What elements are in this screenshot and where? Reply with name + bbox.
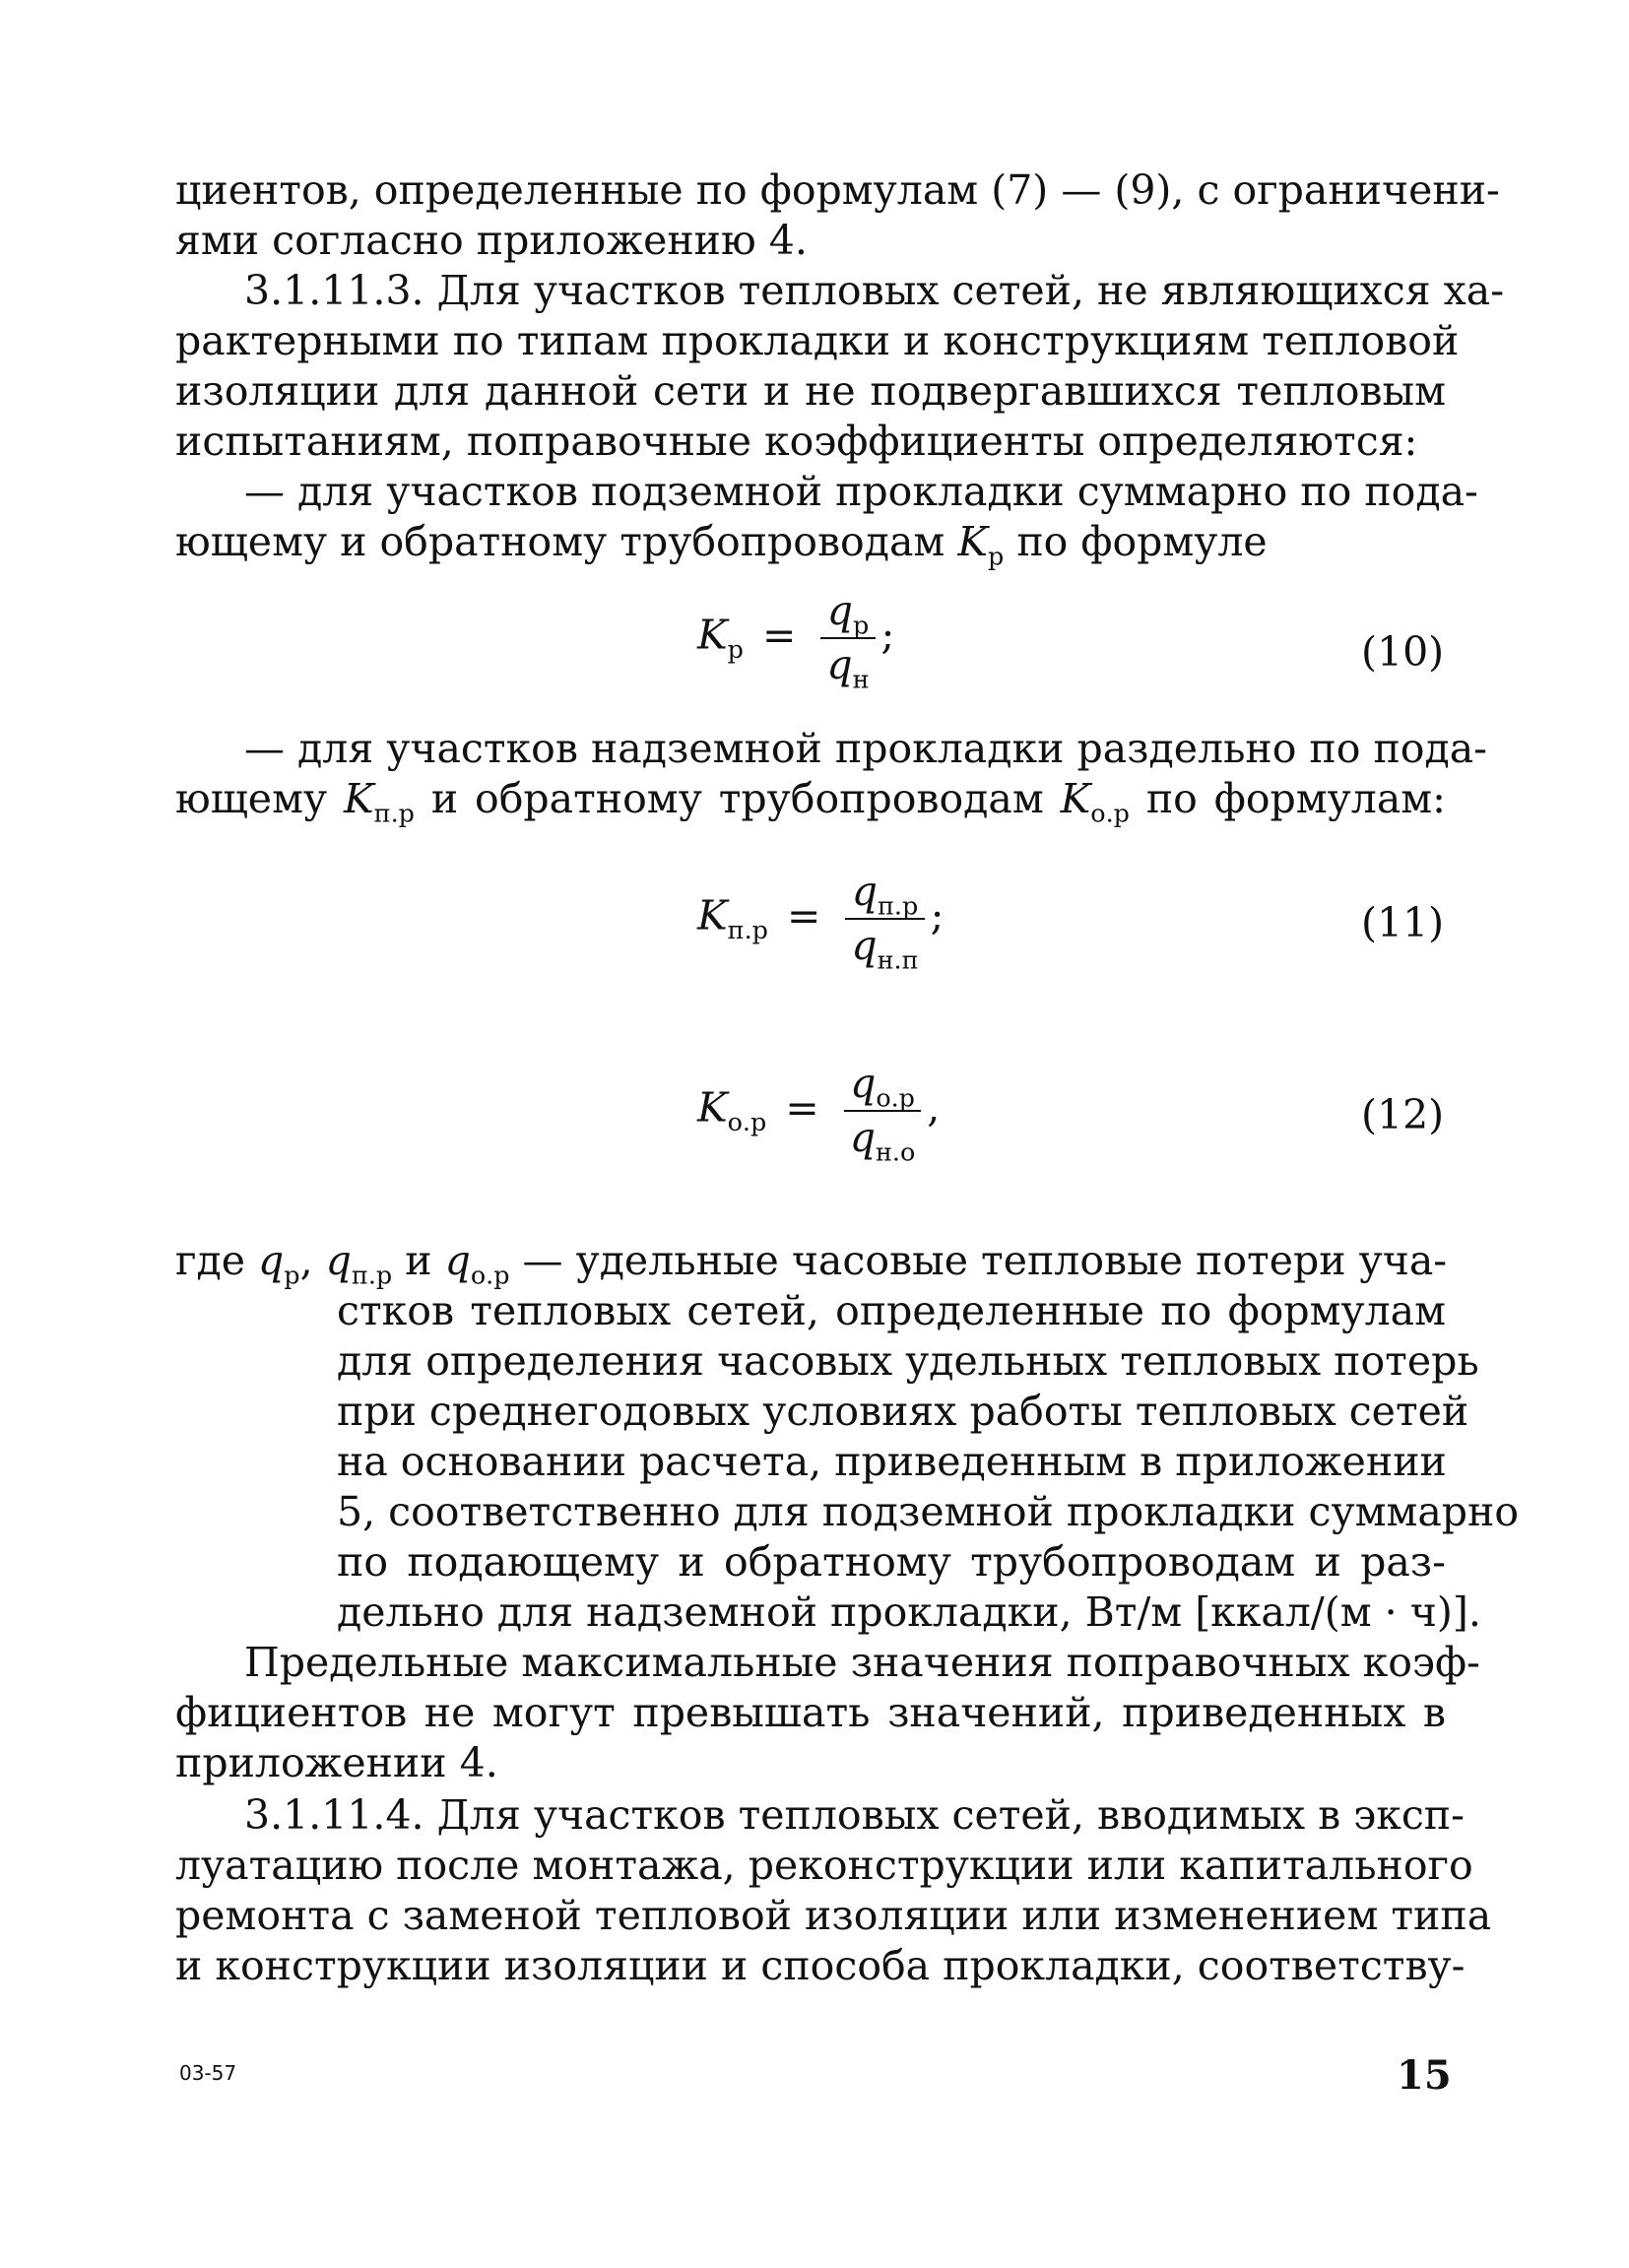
subscript: п.р [877, 890, 919, 921]
fraction [845, 868, 924, 975]
symbol-q: q [849, 1114, 876, 1161]
paragraph-continuation [175, 165, 1500, 266]
equals-sign: = [785, 1083, 819, 1132]
numerator [820, 587, 875, 640]
symbol-k: K [697, 611, 728, 659]
fraction [844, 1060, 922, 1167]
symbol-k: K [957, 518, 988, 565]
subscript: н.п [877, 944, 919, 975]
subscript: р [727, 634, 744, 665]
equation-number: (12) [1361, 1091, 1445, 1138]
punctuation: ; [880, 611, 895, 659]
text-line: приложении 4. [175, 1739, 498, 1786]
equation-10 [697, 587, 895, 694]
text-line: ями согласно приложению 4. [175, 217, 808, 264]
fraction [820, 587, 875, 694]
text-fragment: по формуле [1016, 518, 1268, 565]
text-line: луатацию после монтажа, реконструкции или капитального [175, 1842, 1473, 1889]
text-fragment: где [175, 1237, 245, 1284]
above-ground-intro [175, 724, 1488, 828]
text-line: 3.1.11.4. Для участков тепловых сетей, вводимых в эксп- [244, 1791, 1465, 1839]
text-line: рактерными по типам прокладки и конструкциям тепловой [175, 317, 1460, 364]
text-line: Предельные максимальные значения поправочных коэф- [244, 1639, 1480, 1686]
text-line: фициентов не могут превышать значений, приведенных в [175, 1689, 1446, 1736]
text-line: где $q_р$, $q_{п.р}$ и $q_{о.р}$ — удельные часовые тепловые потери уча- [175, 1237, 1448, 1290]
text-fragment: — удельные часовые тепловые потери уча- [522, 1237, 1448, 1284]
text-fragment: ющему [175, 775, 328, 822]
symbol-k: K [697, 1083, 728, 1132]
subscript: н.о [875, 1136, 916, 1167]
text-fragment: ющему и обратному трубопроводам [175, 518, 945, 565]
equation-11 [697, 868, 945, 975]
equation-12 [697, 1060, 941, 1167]
footer-code: 03-57 [179, 2061, 237, 2085]
denominator [844, 1110, 922, 1167]
symbol-q: q [850, 1060, 877, 1107]
text-line: при среднегодовых условиях работы тепловых сетей [337, 1388, 1469, 1435]
denominator [820, 637, 875, 694]
text-line: — для участков подземной прокладки суммарно по пода- [244, 468, 1478, 515]
text-line: циентов, определенные по формулам (7) — (9), с ограничени- [175, 166, 1500, 214]
text-line: и конструкции изоляции и способа прокладки, соответству- [175, 1942, 1466, 1989]
symbol-q: q [325, 1237, 352, 1284]
subscript: н [852, 664, 870, 694]
symbol-k: K [344, 775, 374, 822]
punctuation: , [927, 1083, 941, 1132]
text-line: ремонта с заменой тепловой изоляции или изменением типа [175, 1892, 1492, 1939]
where-clause [175, 1236, 1520, 1638]
subscript: о.р [727, 1107, 767, 1137]
punctuation: ; [930, 891, 945, 940]
text-fragment: и [405, 1237, 432, 1284]
symbol-k: K [697, 891, 728, 940]
text-line: по подающему и обратному трубопроводам и раз- [337, 1538, 1446, 1586]
text-line: на основании расчета, приведенным в приложении [337, 1438, 1447, 1485]
subscript: о.р [1090, 798, 1130, 828]
symbol-k: K [1060, 775, 1091, 822]
numerator [845, 868, 924, 921]
text-line: испытаниям, поправочные коэффициенты определяются: [175, 418, 1418, 465]
equals-sign: = [786, 891, 821, 940]
equals-sign: = [761, 611, 797, 659]
subscript: р [988, 541, 1005, 571]
section-3-1-11-3 [175, 266, 1505, 571]
denominator [845, 918, 924, 975]
subscript: р [852, 610, 870, 640]
subscript: о.р [876, 1082, 915, 1113]
limits-paragraph [175, 1638, 1480, 1788]
symbol-q: q [826, 587, 853, 634]
text-fragment: и обратному трубопроводам [430, 775, 1044, 822]
subscript: п.р [351, 1260, 393, 1290]
text-line: для определения часовых удельных тепловых потерь [337, 1337, 1479, 1385]
symbol-q: q [851, 922, 878, 969]
subscript: о.р [470, 1260, 510, 1290]
symbol-q: q [258, 1237, 285, 1284]
numerator [844, 1060, 922, 1113]
subscript: р [284, 1260, 300, 1290]
equation-number: (10) [1361, 628, 1445, 676]
text-fragment: по формулам: [1145, 775, 1446, 822]
section-3-1-11-4 [175, 1790, 1492, 1991]
text-line: дельно для надземной прокладки, Вт/м [ккал/(м · ч)]. [337, 1588, 1481, 1636]
text-line [175, 517, 1446, 571]
symbol-q: q [826, 641, 853, 688]
text-line: — для участков надземной прокладки раздельно по пода- [244, 725, 1488, 772]
symbol-q: q [851, 868, 878, 915]
text-line: 3.1.11.3. Для участков тепловых сетей, не являющихся ха- [244, 267, 1505, 314]
text-line [175, 774, 1446, 828]
equation-number: (11) [1361, 899, 1445, 946]
text-line: стков тепловых сетей, определенные по формулам [337, 1287, 1446, 1334]
text-line: 5, соответственно для подземной прокладки суммарно [337, 1488, 1520, 1535]
text-line: изоляции для данной сети и не подвергавшихся тепловым [175, 367, 1446, 415]
subscript: п.р [373, 798, 415, 828]
page-number: 15 [1397, 2052, 1452, 2099]
symbol-q: q [444, 1237, 471, 1284]
subscript: п.р [727, 915, 768, 945]
